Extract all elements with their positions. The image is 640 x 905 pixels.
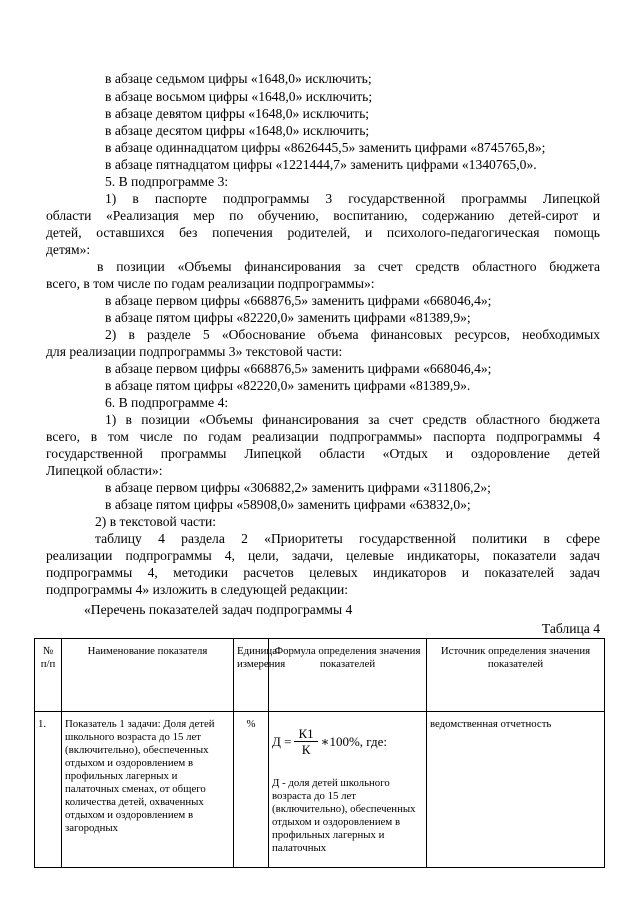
formula-fraction — [294, 726, 317, 757]
text-line: в абзаце седьмом цифры «1648,0» исключить; — [105, 71, 372, 86]
table-caption: Таблица 4 — [541, 621, 600, 636]
cell-number: 1. — [35, 712, 62, 868]
text-line: в абзаце пятом цифры «82220,0» заменить цифрами «81389,9». — [105, 378, 471, 393]
text-line: реализации подпрограммы 4, цели, задачи, целевые индикаторы, показатели задач — [46, 548, 600, 563]
text-line: области «Реализация мер по обучению, воспитанию, содержанию детей-сирот и — [46, 208, 600, 223]
text-line: таблицу 4 раздела 2 «Приоритеты государственной политики в сфере — [95, 531, 600, 546]
text-line: подпрограммы 4» изложить в следующей редакции: — [46, 582, 349, 597]
text-line: в абзаце пятом цифры «82220,0» заменить цифрами «81389,9»; — [105, 310, 471, 325]
text-line: в абзаце десятом цифры «1648,0» исключить; — [105, 123, 370, 138]
cell-unit: % — [234, 712, 269, 868]
section-heading: 6. В подпрограмме 4: — [105, 395, 229, 410]
formula-rhs: ∗100%, где: — [320, 734, 387, 749]
cell-source: ведомственная отчетность — [427, 712, 605, 868]
section-heading: 5. В подпрограмме 3: — [105, 174, 229, 189]
formula-description: Д - доля детей школьного возраста до 15 лет (включительно), обеспеченных отдыхом и оздоровлением в профильных лагерных и палаточных — [272, 777, 416, 854]
formula-lhs: Д = — [272, 734, 292, 749]
cell-indicator-name: Показатель 1 задачи: Доля детей школьного возраста до 15 лет (включительно), обеспеченных отдыхом и оздоровлением в профильных лагерных и палаточных сменах, от общего количества детей, охваченных отдыхом и оздоровлением в загородных — [62, 712, 234, 868]
text-line: в абзаце пятнадцатом цифры «1221444,7» заменить цифрами «1340765,0». — [105, 157, 537, 172]
table-title: «Перечень показателей задач подпрограммы 4 — [84, 602, 353, 617]
formula-numerator: К1 — [294, 726, 317, 742]
text-line: всего, в том числе по годам реализации подпрограммы»: — [46, 276, 375, 291]
header-cell-formula: Формула определения значения показателей — [269, 639, 427, 712]
table-header-row — [35, 639, 605, 712]
text-line: 2) в разделе 5 «Обоснование объема финансовых ресурсов, необходимых — [105, 327, 600, 342]
header-cell-unit: Единица измерения — [234, 639, 269, 712]
text-line: 2) в текстовой части: — [95, 514, 217, 529]
text-line: в абзаце девятом цифры «1648,0» исключить; — [105, 106, 370, 121]
text-line: в позиции «Объемы финансирования за счет средств областного бюджета — [97, 259, 600, 274]
text-line: в абзаце первом цифры «306882,2» заменить цифрами «311806,2»; — [105, 480, 491, 495]
text-line: 1) в паспорте подпрограммы 3 государственной программы Липецкой — [105, 191, 600, 206]
text-line: в абзаце одиннадцатом цифры «8626445,5» заменить цифрами «8745765,8»; — [105, 140, 546, 155]
indicators-table — [34, 638, 605, 868]
formula-denominator: К — [301, 742, 311, 757]
header-cell-number: № п/п — [35, 639, 62, 712]
table-row — [35, 712, 605, 868]
text-line: в абзаце первом цифры «668876,5» заменить цифрами «668046,4»; — [105, 361, 492, 376]
text-line: государственной программы Липецкой области «Отдых и оздоровление детей — [46, 446, 600, 461]
text-line: всего, в том числе по годам реализации подпрограммы» паспорта подпрограммы 4 — [46, 429, 600, 444]
text-line: в абзаце восьмом цифры «1648,0» исключить; — [105, 89, 373, 104]
header-cell-name: Наименование показателя — [62, 639, 234, 712]
header-cell-source: Источник определения значения показателей — [427, 639, 605, 712]
text-line: 1) в позиции «Объемы финансирования за счет средств областного бюджета — [105, 412, 600, 427]
text-line: детям»: — [46, 242, 91, 257]
cell-formula — [269, 712, 427, 868]
text-line: в абзаце пятом цифры «58908,0» заменить цифрами «63832,0»; — [105, 497, 471, 512]
text-line: для реализации подпрограммы 3» текстовой части: — [46, 344, 343, 359]
formula — [272, 726, 423, 757]
text-line: в абзаце первом цифры «668876,5» заменить цифрами «668046,4»; — [105, 293, 492, 308]
text-line: подпрограммы 4, методики расчетов целевых индикаторов и показателей задач — [46, 565, 600, 580]
text-line: Липецкой области»: — [46, 463, 163, 478]
text-line: детей, оставшихся без попечения родителей, и психолого-педагогическая помощь — [46, 225, 600, 240]
